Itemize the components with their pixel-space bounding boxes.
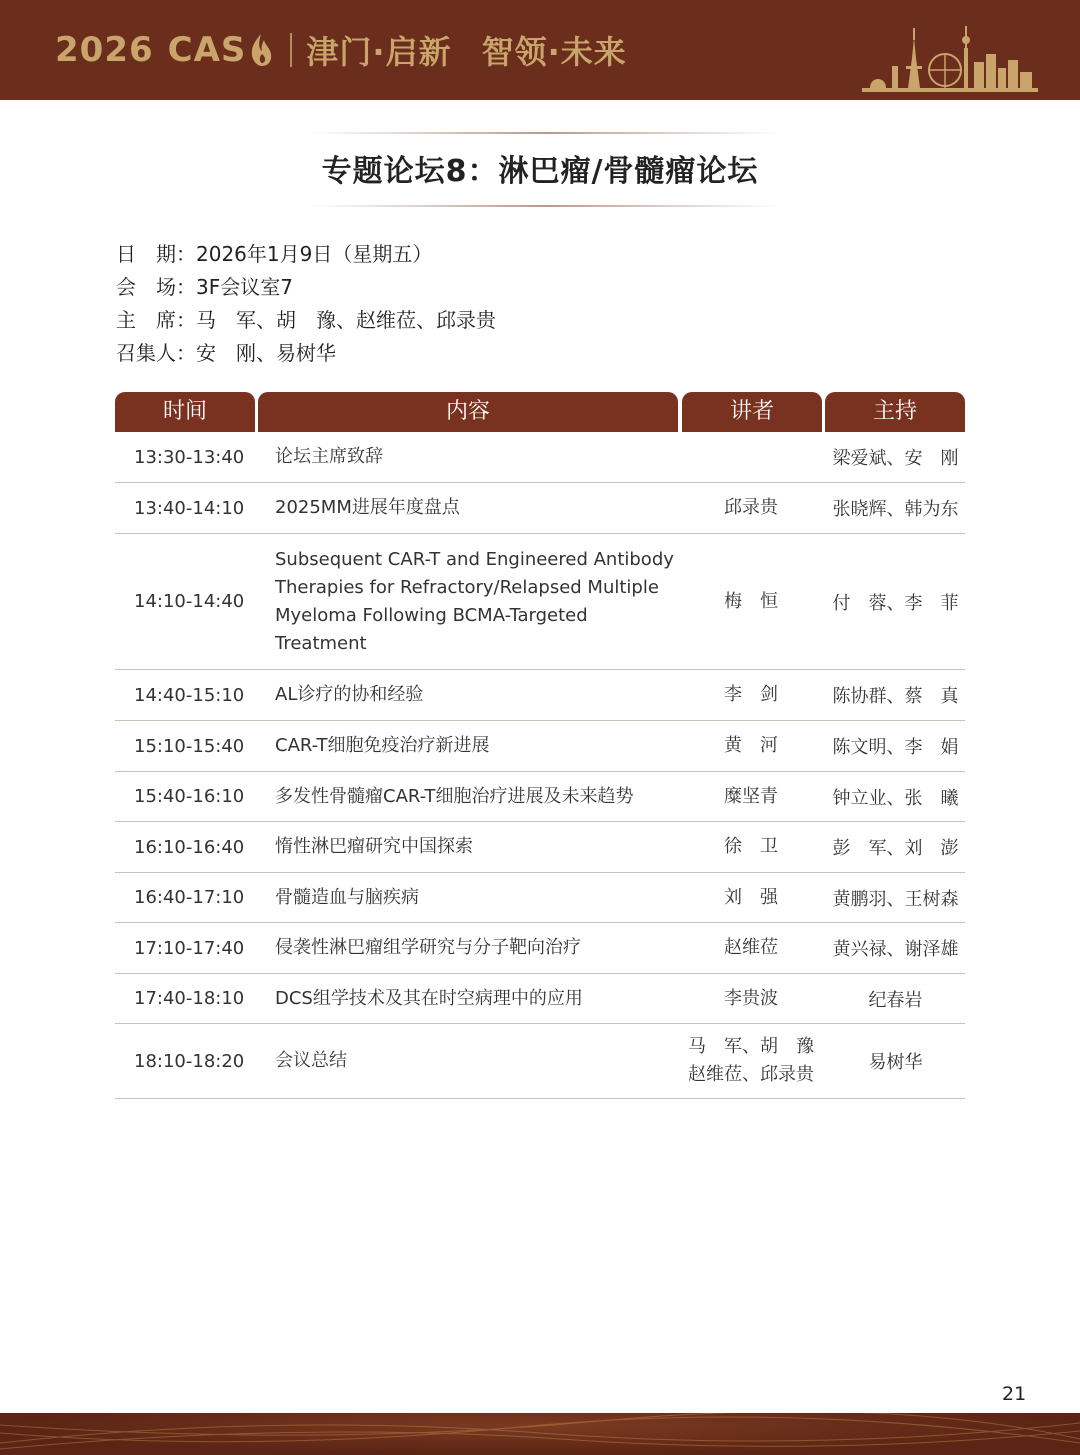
cell-speaker: 李 剑 <box>724 684 778 705</box>
cell-content: 会议总结 <box>275 1050 347 1071</box>
table-row <box>115 721 965 772</box>
title-rule-top <box>310 132 780 134</box>
column-header-speaker: 讲者 <box>682 392 822 432</box>
cell-time: 15:10-15:40 <box>134 735 245 757</box>
logo-brand: CAS <box>167 30 247 70</box>
cell-speaker: 徐 卫 <box>724 836 778 857</box>
cell-time: 18:10-18:20 <box>134 1050 245 1072</box>
cell-host: 黄鹏羽、王树森 <box>832 888 959 910</box>
cell-speaker: 邱录贵 <box>724 497 778 518</box>
cell-host: 钟立业、张 曦 <box>832 787 959 809</box>
cell-speaker: 糜坚青 <box>724 785 778 807</box>
cell-host: 梁爱斌、安 刚 <box>832 448 959 469</box>
info-value: 安 刚、易树华 <box>196 341 336 365</box>
cell-content: 惰性淋巴瘤研究中国探索 <box>275 836 473 857</box>
cell-speaker <box>681 432 821 482</box>
cell-host: 黄兴禄、谢泽雄 <box>832 939 959 960</box>
cell-speaker: 梅 恒 <box>724 590 778 612</box>
logo-year: 2026 <box>55 30 154 70</box>
cell-content: Subsequent CAR-T and Engineered Antibody Therapies for Refractory/Relapsed Multiple Myeloma Following BCMA-Targeted Treatment <box>275 548 674 654</box>
cell-time: 16:10-16:40 <box>134 836 245 858</box>
column-header-content: 内容 <box>258 392 678 432</box>
header-band <box>0 0 1080 100</box>
cell-host: 纪春岩 <box>868 989 923 1011</box>
cell-time: 16:40-17:10 <box>134 887 245 908</box>
cell-host: 易树华 <box>868 1052 923 1073</box>
cell-speaker: 赵维莅 <box>724 937 778 958</box>
slogan-primary: 津门·启新 <box>306 33 452 71</box>
cell-content: 多发性骨髓瘤CAR-T细胞治疗进展及未来趋势 <box>275 785 634 807</box>
footer-band <box>0 1413 1080 1455</box>
flame-icon <box>248 32 274 68</box>
cell-time: 17:40-18:10 <box>134 988 245 1009</box>
slogan-secondary: 智领·未来 <box>481 33 627 71</box>
info-label: 主 席： <box>116 308 196 332</box>
logo-divider <box>290 33 292 67</box>
cell-time: 15:40-16:10 <box>134 786 245 807</box>
table-row <box>115 534 965 670</box>
table-row <box>115 483 965 534</box>
cell-time: 13:30-13:40 <box>134 446 245 468</box>
table-row <box>115 1024 965 1099</box>
cell-speaker: 马 军、胡 豫 赵维莅、邱录贵 <box>688 1036 814 1085</box>
info-value: 3F会议室7 <box>196 275 293 299</box>
cell-speaker: 李贵波 <box>724 987 778 1009</box>
info-label: 日 期： <box>116 242 196 266</box>
table-row <box>115 822 965 873</box>
cell-time: 14:10-14:40 <box>134 591 245 612</box>
info-value: 马 军、胡 豫、赵维莅、邱录贵 <box>196 308 496 332</box>
info-venue <box>116 271 496 304</box>
info-convener <box>116 337 496 370</box>
cell-content: AL诊疗的协和经验 <box>275 684 424 705</box>
info-label: 召集人： <box>116 341 196 365</box>
cell-content: 骨髓造血与脑疾病 <box>275 886 419 908</box>
footer-pattern-icon <box>0 1413 1080 1455</box>
table-row <box>115 772 965 822</box>
page-title: 专题论坛8：淋巴瘤/骨髓瘤论坛 <box>321 154 759 189</box>
cell-content: 论坛主席致辞 <box>275 446 383 467</box>
cell-host: 付 蓉、李 菲 <box>832 592 959 614</box>
cell-content: 2025MM进展年度盘点 <box>275 497 460 518</box>
cell-host: 陈协群、蔡 真 <box>832 686 959 707</box>
column-header-host: 主持 <box>825 392 965 432</box>
cell-content: CAR-T细胞免疫治疗新进展 <box>275 735 490 756</box>
info-date <box>116 238 496 271</box>
table-row <box>115 974 965 1024</box>
cell-host: 彭 军、刘 澎 <box>832 838 959 859</box>
cell-speaker: 刘 强 <box>724 886 778 908</box>
info-chairs <box>116 304 496 337</box>
table-row <box>115 873 965 923</box>
column-header-time: 时间 <box>115 392 255 432</box>
conference-logo <box>55 0 627 100</box>
city-skyline-icon <box>860 18 1040 98</box>
cell-time: 14:40-15:10 <box>134 684 245 706</box>
cell-time: 13:40-14:10 <box>134 497 245 519</box>
cell-content: 侵袭性淋巴瘤组学研究与分子靶向治疗 <box>275 937 581 958</box>
session-info <box>116 238 496 370</box>
info-label: 会 场： <box>116 275 196 299</box>
cell-speaker: 黄 河 <box>724 735 778 756</box>
table-row <box>115 923 965 974</box>
title-rule-bottom <box>310 205 780 207</box>
cell-time: 17:10-17:40 <box>134 937 245 959</box>
cell-host: 张晓辉、韩为东 <box>832 499 959 520</box>
info-value: 2026年1月9日（星期五） <box>196 242 433 266</box>
cell-host: 陈文明、李 娟 <box>832 737 959 758</box>
table-row <box>115 432 965 483</box>
schedule-table-body <box>115 432 965 1099</box>
cell-content: DCS组学技术及其在时空病理中的应用 <box>275 987 583 1009</box>
page-number: 21 <box>1002 1383 1027 1405</box>
table-row <box>115 670 965 721</box>
